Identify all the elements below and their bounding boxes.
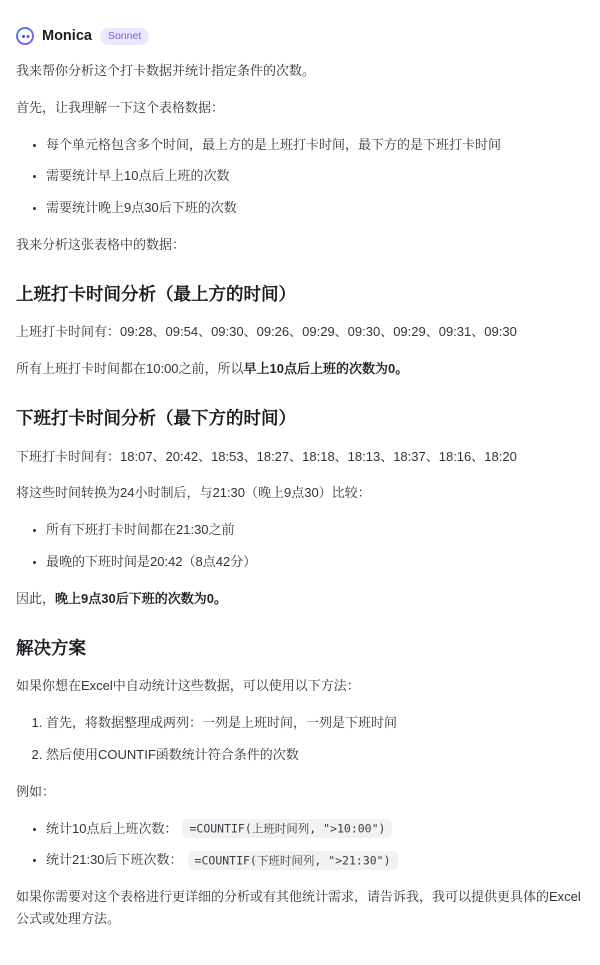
assistant-name: Monica	[42, 28, 92, 44]
list-item	[46, 849, 584, 871]
clock-in-conclusion-paragraph	[16, 358, 584, 380]
understanding-list	[16, 134, 584, 219]
list-item: • 最晚的下班时间是20:42（8点42分）	[46, 551, 584, 573]
countif-formula-code: =COUNTIF(上班时间列, ">10:00")	[182, 819, 392, 838]
compare-list	[16, 519, 584, 573]
clock-out-conclusion-text: 因此，	[16, 590, 56, 606]
clock-out-heading: 下班打卡时间分析（最下方的时间）	[16, 408, 296, 429]
message-header	[16, 27, 584, 45]
monica-avatar-icon	[16, 27, 34, 45]
list-item: 2. 然后使用COUNTIF函数统计符合条件的次数	[46, 744, 584, 766]
understand-lead-paragraph: 首先，让我理解一下这个表格数据：	[16, 99, 225, 115]
analyze-lead-paragraph: 我来分析这张表格中的数据：	[16, 237, 186, 253]
solution-steps-list	[16, 712, 584, 766]
clock-out-conclusion-bold: 晚上9点30后下班的次数为0。	[55, 590, 227, 606]
intro-paragraph: 我来帮你分析这个打卡数据并统计指定条件的次数。	[16, 63, 316, 78]
clock-out-times-paragraph	[16, 446, 584, 468]
example-lead-paragraph: 例如：	[16, 783, 56, 799]
example-label: 统计10点后上班次数：	[46, 820, 178, 836]
clock-in-conclusion-bold: 早上10点后上班的次数为0。	[243, 361, 409, 377]
list-item: • 需要统计晚上9点30后下班的次数	[46, 197, 584, 219]
clock-in-times-values: 09:28、09:54、09:30、09:26、09:29、09:30、09:29、09:31、09:30	[120, 324, 517, 340]
message-body	[16, 60, 584, 930]
clock-out-times-values: 18:07、20:42、18:53、18:27、18:18、18:13、18:37、18:16、18:20	[120, 448, 517, 464]
list-item: 1. 首先，将数据整理成两列：一列是上班时间，一列是下班时间	[46, 712, 584, 734]
clock-in-heading: 上班打卡时间分析（最上方的时间）	[16, 283, 296, 304]
example-label: 统计21:30后下班次数：	[46, 852, 183, 868]
clock-out-conclusion-paragraph	[16, 588, 584, 610]
list-item: • 需要统计早上10点后上班的次数	[46, 165, 584, 187]
clock-in-times-label: 上班打卡时间有：	[16, 324, 121, 340]
list-item: • 每个单元格包含多个时间，最上方的是上班打卡时间，最下方的是下班打卡时间	[46, 134, 584, 156]
solution-lead-paragraph: 如果你想在Excel中自动统计这些数据，可以使用以下方法：	[16, 678, 360, 694]
solution-heading: 解决方案	[16, 637, 86, 658]
example-list	[16, 818, 584, 872]
list-item	[46, 818, 584, 840]
clock-in-times-paragraph	[16, 321, 584, 343]
clock-in-conclusion-text: 所有上班打卡时间都在10:00之前，所以	[16, 361, 244, 377]
countif-formula-code: =COUNTIF(下班时间列, ">21:30")	[188, 851, 398, 870]
model-badge[interactable]: Sonnet	[100, 28, 149, 45]
closing-paragraph: 如果你需要对这个表格进行更详细的分析或有其他统计需求，请告诉我，我可以提供更具体的Excel公式或处理方法。	[16, 889, 581, 927]
clock-out-times-label: 下班打卡时间有：	[16, 448, 121, 464]
compare-lead-paragraph: 将这些时间转换为24小时制后，与21:30（晚上9点30）比较：	[16, 485, 371, 501]
list-item: • 所有下班打卡时间都在21:30之前	[46, 519, 584, 541]
